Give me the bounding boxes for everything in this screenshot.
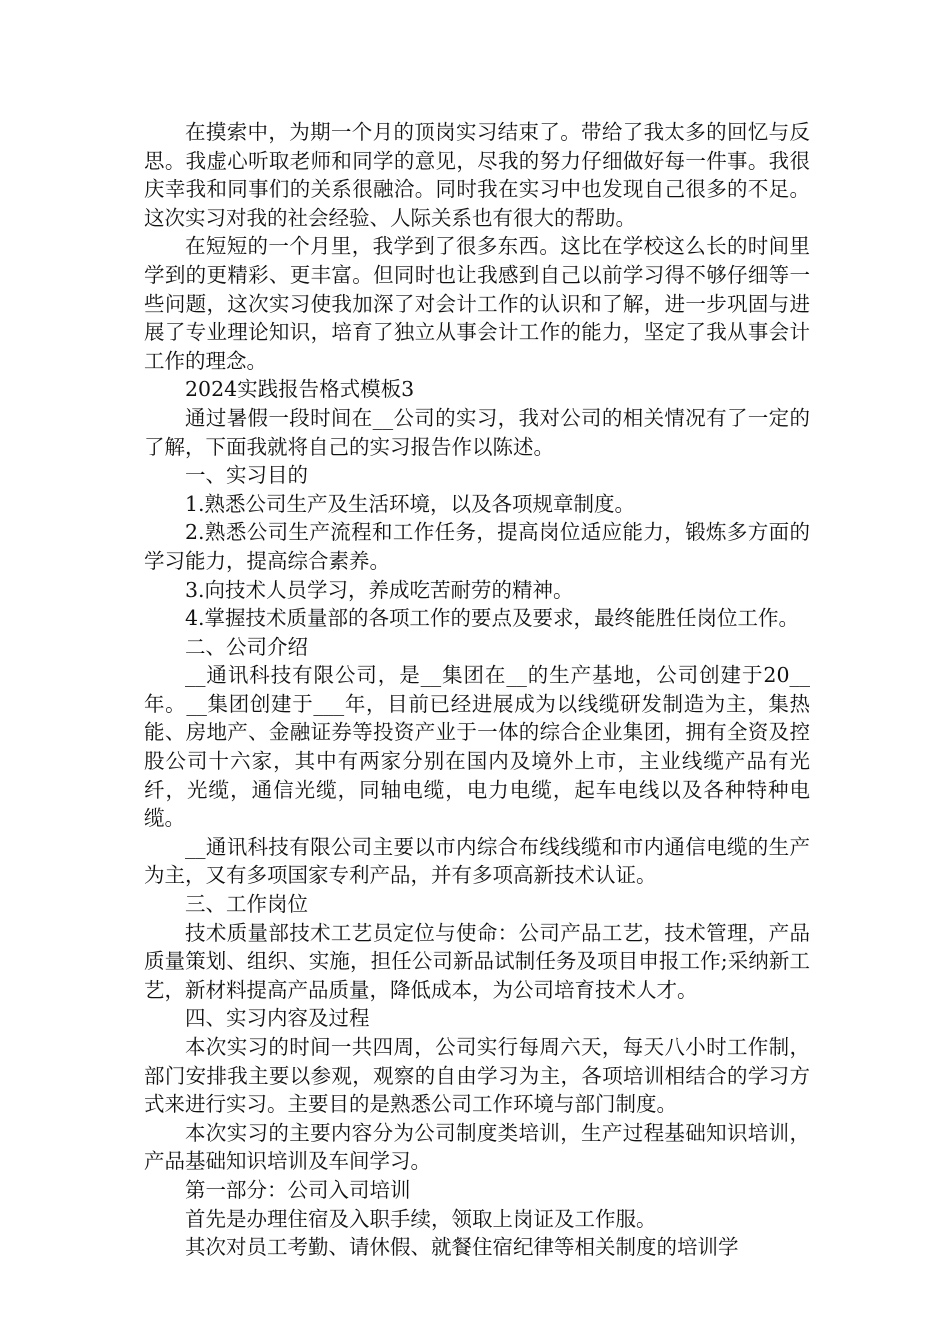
section-heading: 2024实践报告格式模板3 — [185, 377, 415, 402]
paragraph: 其次对员工考勤、请休假、就餐住宿纪律等相关制度的培训学 — [185, 1235, 739, 1260]
list-item: 4.掌握技术质量部的各项工作的要点及要求，最终能胜任岗位工作。 — [185, 606, 800, 631]
paragraph: 本次实习的时间一共四周，公司实行每周六天，每天八小时工作制，部门安排我主要以参观，观察的自由学习为主，各项培训相结合的学习方式来进行实习。主要目的是熟悉公司工作环境与部门制度。 — [144, 1035, 810, 1117]
paragraph: 在摸索中，为期一个月的顶岗实习结束了。带给了我太多的回忆与反思。我虚心听取老师和同学的意见，尽我的努力仔细做好每一件事。我很庆幸我和同事们的关系很融洽。同时我在实习中也发现自己很多的不足。这次实习对我的社会经验、人际关系也有很大的帮助。 — [144, 120, 810, 230]
paragraph: __通讯科技有限公司，是__集团在__的生产基地，公司创建于20__年。__集团创建于___年，目前已经进展成为以线缆研发制造为主，集热能、房地产、金融证券等投资产业于一体的综合企业集团，拥有全资及控股公司十六家，其中有两家分别在国内及境外上市，主业线缆产品有光纤，光缆，通信光缆，同轴电缆，电力电缆，起车电线以及各种特种电缆。 — [144, 663, 810, 831]
paragraph: 在短短的一个月里，我学到了很多东西。这比在学校这么长的时间里学到的更精彩、更丰富。但同时也让我感到自己以前学习得不够仔细等一些问题，这次实习使我加深了对会计工作的认识和了解，进一步巩固与进展了专业理论知识，培育了独立从事会计工作的能力，坚定了我从事会计工作的理念。 — [144, 234, 810, 373]
section-heading: 三、工作岗位 — [185, 892, 308, 917]
list-item: 3.向技术人员学习，养成吃苦耐劳的精神。 — [185, 577, 574, 602]
paragraph: 本次实习的主要内容分为公司制度类培训，生产过程基础知识培训，产品基础知识培训及车间学习。 — [144, 1120, 810, 1174]
section-heading: 二、公司介绍 — [185, 634, 308, 659]
section-heading: 一、实习目的 — [185, 463, 308, 488]
document-body — [144, 118, 810, 1262]
paragraph: 通过暑假一段时间在__公司的实习，我对公司的相关情况有了一定的了解，下面我就将自己的实习报告作以陈述。 — [144, 405, 810, 459]
list-item: 2.熟悉公司生产流程和工作任务，提高岗位适应能力，锻炼多方面的学习能力，提高综合素养。 — [144, 520, 810, 573]
section-heading: 第一部分：公司入司培训 — [185, 1177, 411, 1202]
paragraph: 首先是办理住宿及入职手续，领取上岗证及工作服。 — [185, 1206, 657, 1231]
list-item: 1.熟悉公司生产及生活环境，以及各项规章制度。 — [185, 491, 636, 516]
paragraph: 技术质量部技术工艺员定位与使命：公司产品工艺，技术管理，产品质量策划、组织、实施，担任公司新品试制任务及项目申报工作;采纳新工艺，新材料提高产品质量，降低成本，为公司培育技术人才。 — [144, 920, 810, 1002]
section-heading: 四、实习内容及过程 — [185, 1006, 370, 1031]
paragraph: __通讯科技有限公司主要以市内综合布线线缆和市内通信电缆的生产为主，又有多项国家专利产品，并有多项高新技术认证。 — [144, 834, 810, 888]
